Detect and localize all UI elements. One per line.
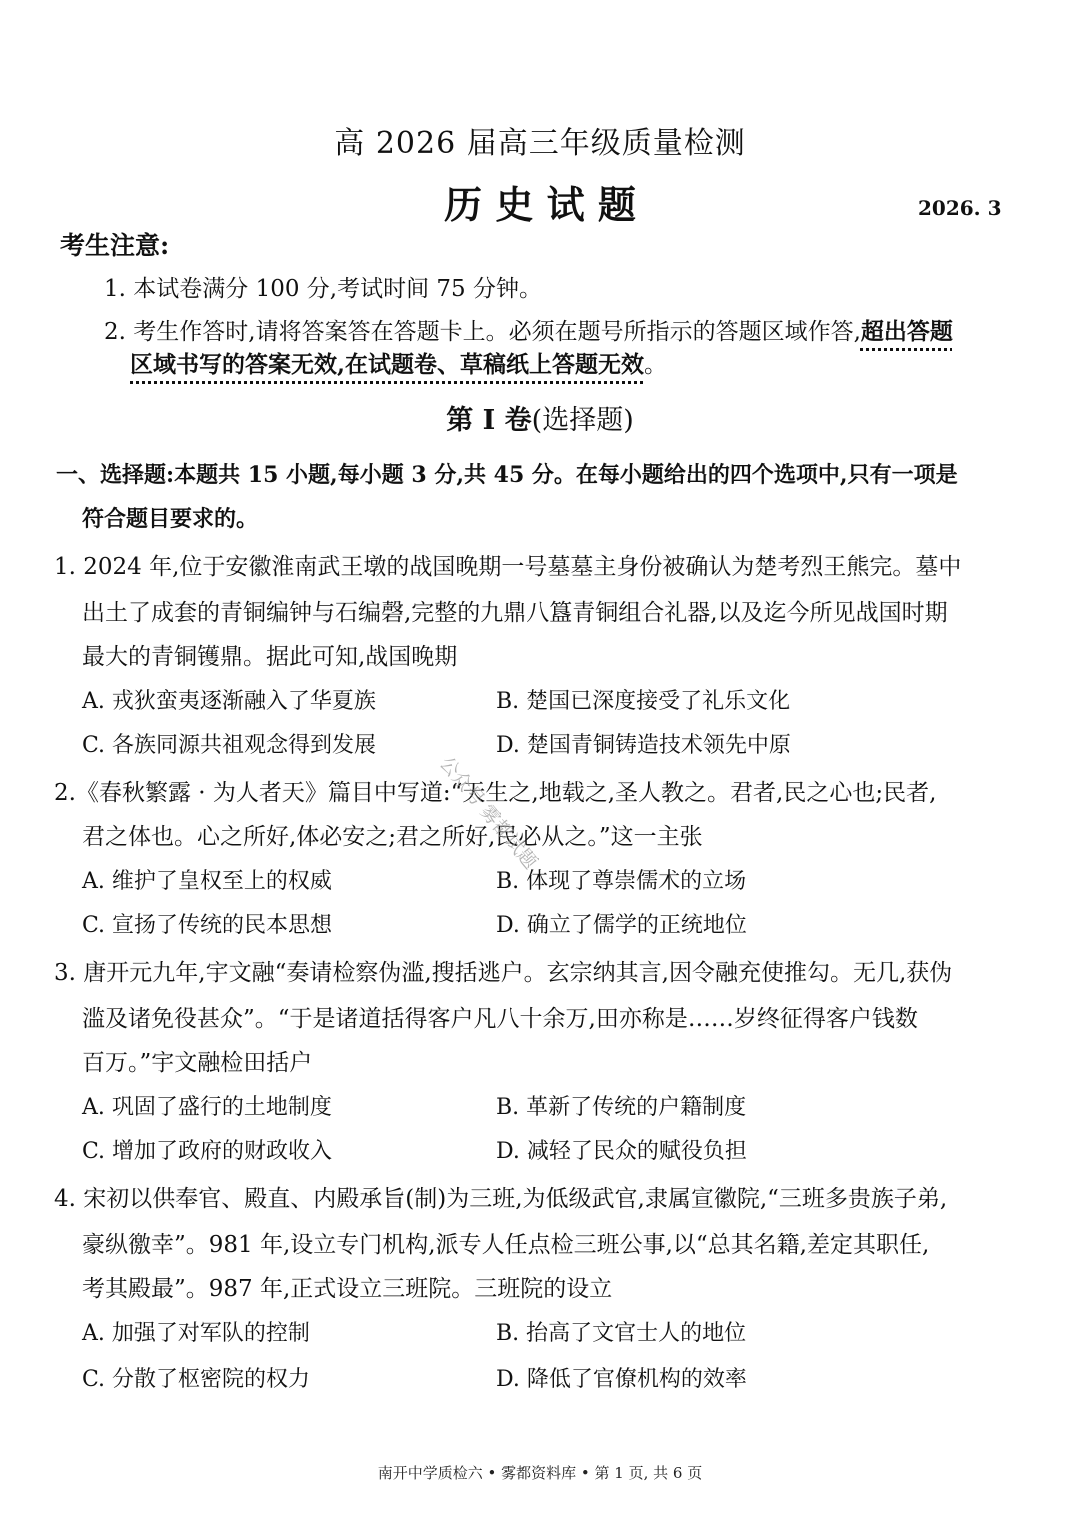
question-2-option-b[interactable]: B. 体现了尊崇儒术的立场 <box>496 869 747 894</box>
notice-item-2-emphasis-cont: 区域书写的答案无效,在试题卷、草稿纸上答题无效 <box>130 351 645 378</box>
question-3-line-1: 3. 唐开元九年,宇文融“奏请检察伪滥,搜括逃户。玄宗纳其言,因令融充使推勾。无几,获伪 <box>54 960 953 986</box>
notice-heading: 考生注意: <box>60 231 170 260</box>
question-2-option-a[interactable]: A. 维护了皇权至上的权威 <box>82 869 332 894</box>
subject-title: 历 史 试 题 <box>444 182 636 227</box>
question-2-option-c[interactable]: C. 宣扬了传统的民本思想 <box>82 913 333 938</box>
question-4-line-3: 考其殿最”。987 年,正式设立三班院。三班院的设立 <box>82 1276 613 1302</box>
watermark: 公众号 雾都试题 <box>435 752 542 874</box>
question-2-option-d[interactable]: D. 确立了儒学的正统地位 <box>496 913 747 938</box>
section-instructions-line-2: 符合题目要求的。 <box>82 506 259 532</box>
notice-item-2 <box>104 313 953 346</box>
question-4-line-1: 4. 宋初以供奉官、殿直、内殿承旨(制)为三班,为低级武官,隶属宣徽院,“三班多贵族子弟, <box>54 1186 948 1212</box>
question-1-line-2: 出土了成套的青铜编钟与石编磬,完整的九鼎八簋青铜组合礼器,以及迄今所见战国时期 <box>82 600 948 626</box>
notice-item-2-end: 。 <box>644 352 668 378</box>
question-1-line-3: 最大的青铜镬鼎。据此可知,战国晚期 <box>82 644 458 670</box>
question-2-line-1: 2.《春秋繁露 · 为人者天》篇目中写道:“天生之,地载之,圣人教之。君者,民之心也;民者, <box>54 780 937 806</box>
question-4-line-2: 豪纵徼幸”。981 年,设立专门机构,派专人任点检三班公事,以“总其名籍,差定其职任, <box>82 1232 930 1258</box>
question-1-option-a[interactable]: A. 戎狄蛮夷逐渐融入了华夏族 <box>82 689 376 714</box>
question-4-option-a[interactable]: A. 加强了对军队的控制 <box>82 1321 310 1346</box>
notice-item-2-text: 2. 考生作答时,请将答案答在答题卡上。必须在题号所指示的答题区域作答, <box>104 319 861 345</box>
question-3-line-2: 滥及诸免役甚众”。“于是诸道括得客户凡八十余万,田亦称是……岁终征得客户钱数 <box>82 1006 918 1032</box>
question-3-option-d[interactable]: D. 减轻了民众的赋役负担 <box>496 1139 747 1164</box>
question-4-option-d[interactable]: D. 降低了官僚机构的效率 <box>496 1367 747 1392</box>
volume-title-sub: (选择题) <box>531 405 634 436</box>
question-1-option-d[interactable]: D. 楚国青铜铸造技术领先中原 <box>496 733 791 758</box>
question-1-option-c[interactable]: C. 各族同源共祖观念得到发展 <box>82 733 377 758</box>
page-footer: 南开中学质检六 • 雾都资料库 • 第 1 页, 共 6 页 <box>377 1464 703 1482</box>
question-3-option-c[interactable]: C. 增加了政府的财政收入 <box>82 1139 333 1164</box>
question-1-option-b[interactable]: B. 楚国已深度接受了礼乐文化 <box>496 689 791 714</box>
exam-title: 高 2026 届高三年级质量检测 <box>334 126 746 161</box>
question-4-option-b[interactable]: B. 抬高了文官士人的地位 <box>496 1321 747 1346</box>
exam-date: 2026. 3 <box>918 196 1002 220</box>
notice-item-2-emphasis: 超出答题 <box>860 318 953 345</box>
question-2-line-2: 君之体也。心之所好,体必安之;君之所好,民必从之。”这一主张 <box>82 824 703 850</box>
volume-title <box>0 398 1080 437</box>
question-4-option-c[interactable]: C. 分散了枢密院的权力 <box>82 1367 311 1392</box>
section-instructions-line-1: 一、选择题:本题共 15 小题,每小题 3 分,共 45 分。在每小题给出的四个选项中,只有一项是 <box>56 462 958 488</box>
notice-item-2-cont <box>130 346 667 379</box>
question-3-line-3: 百万。”宇文融检田括户 <box>82 1050 313 1076</box>
volume-title-main: 第 I 卷 <box>446 405 532 436</box>
question-3-option-b[interactable]: B. 革新了传统的户籍制度 <box>496 1095 747 1120</box>
question-1-line-1: 1. 2024 年,位于安徽淮南武王墩的战国晚期一号墓墓主身份被确认为楚考烈王熊完。墓中 <box>54 554 962 580</box>
question-3-option-a[interactable]: A. 巩固了盛行的土地制度 <box>82 1095 332 1120</box>
notice-item-1: 1. 本试卷满分 100 分,考试时间 75 分钟。 <box>104 276 542 302</box>
